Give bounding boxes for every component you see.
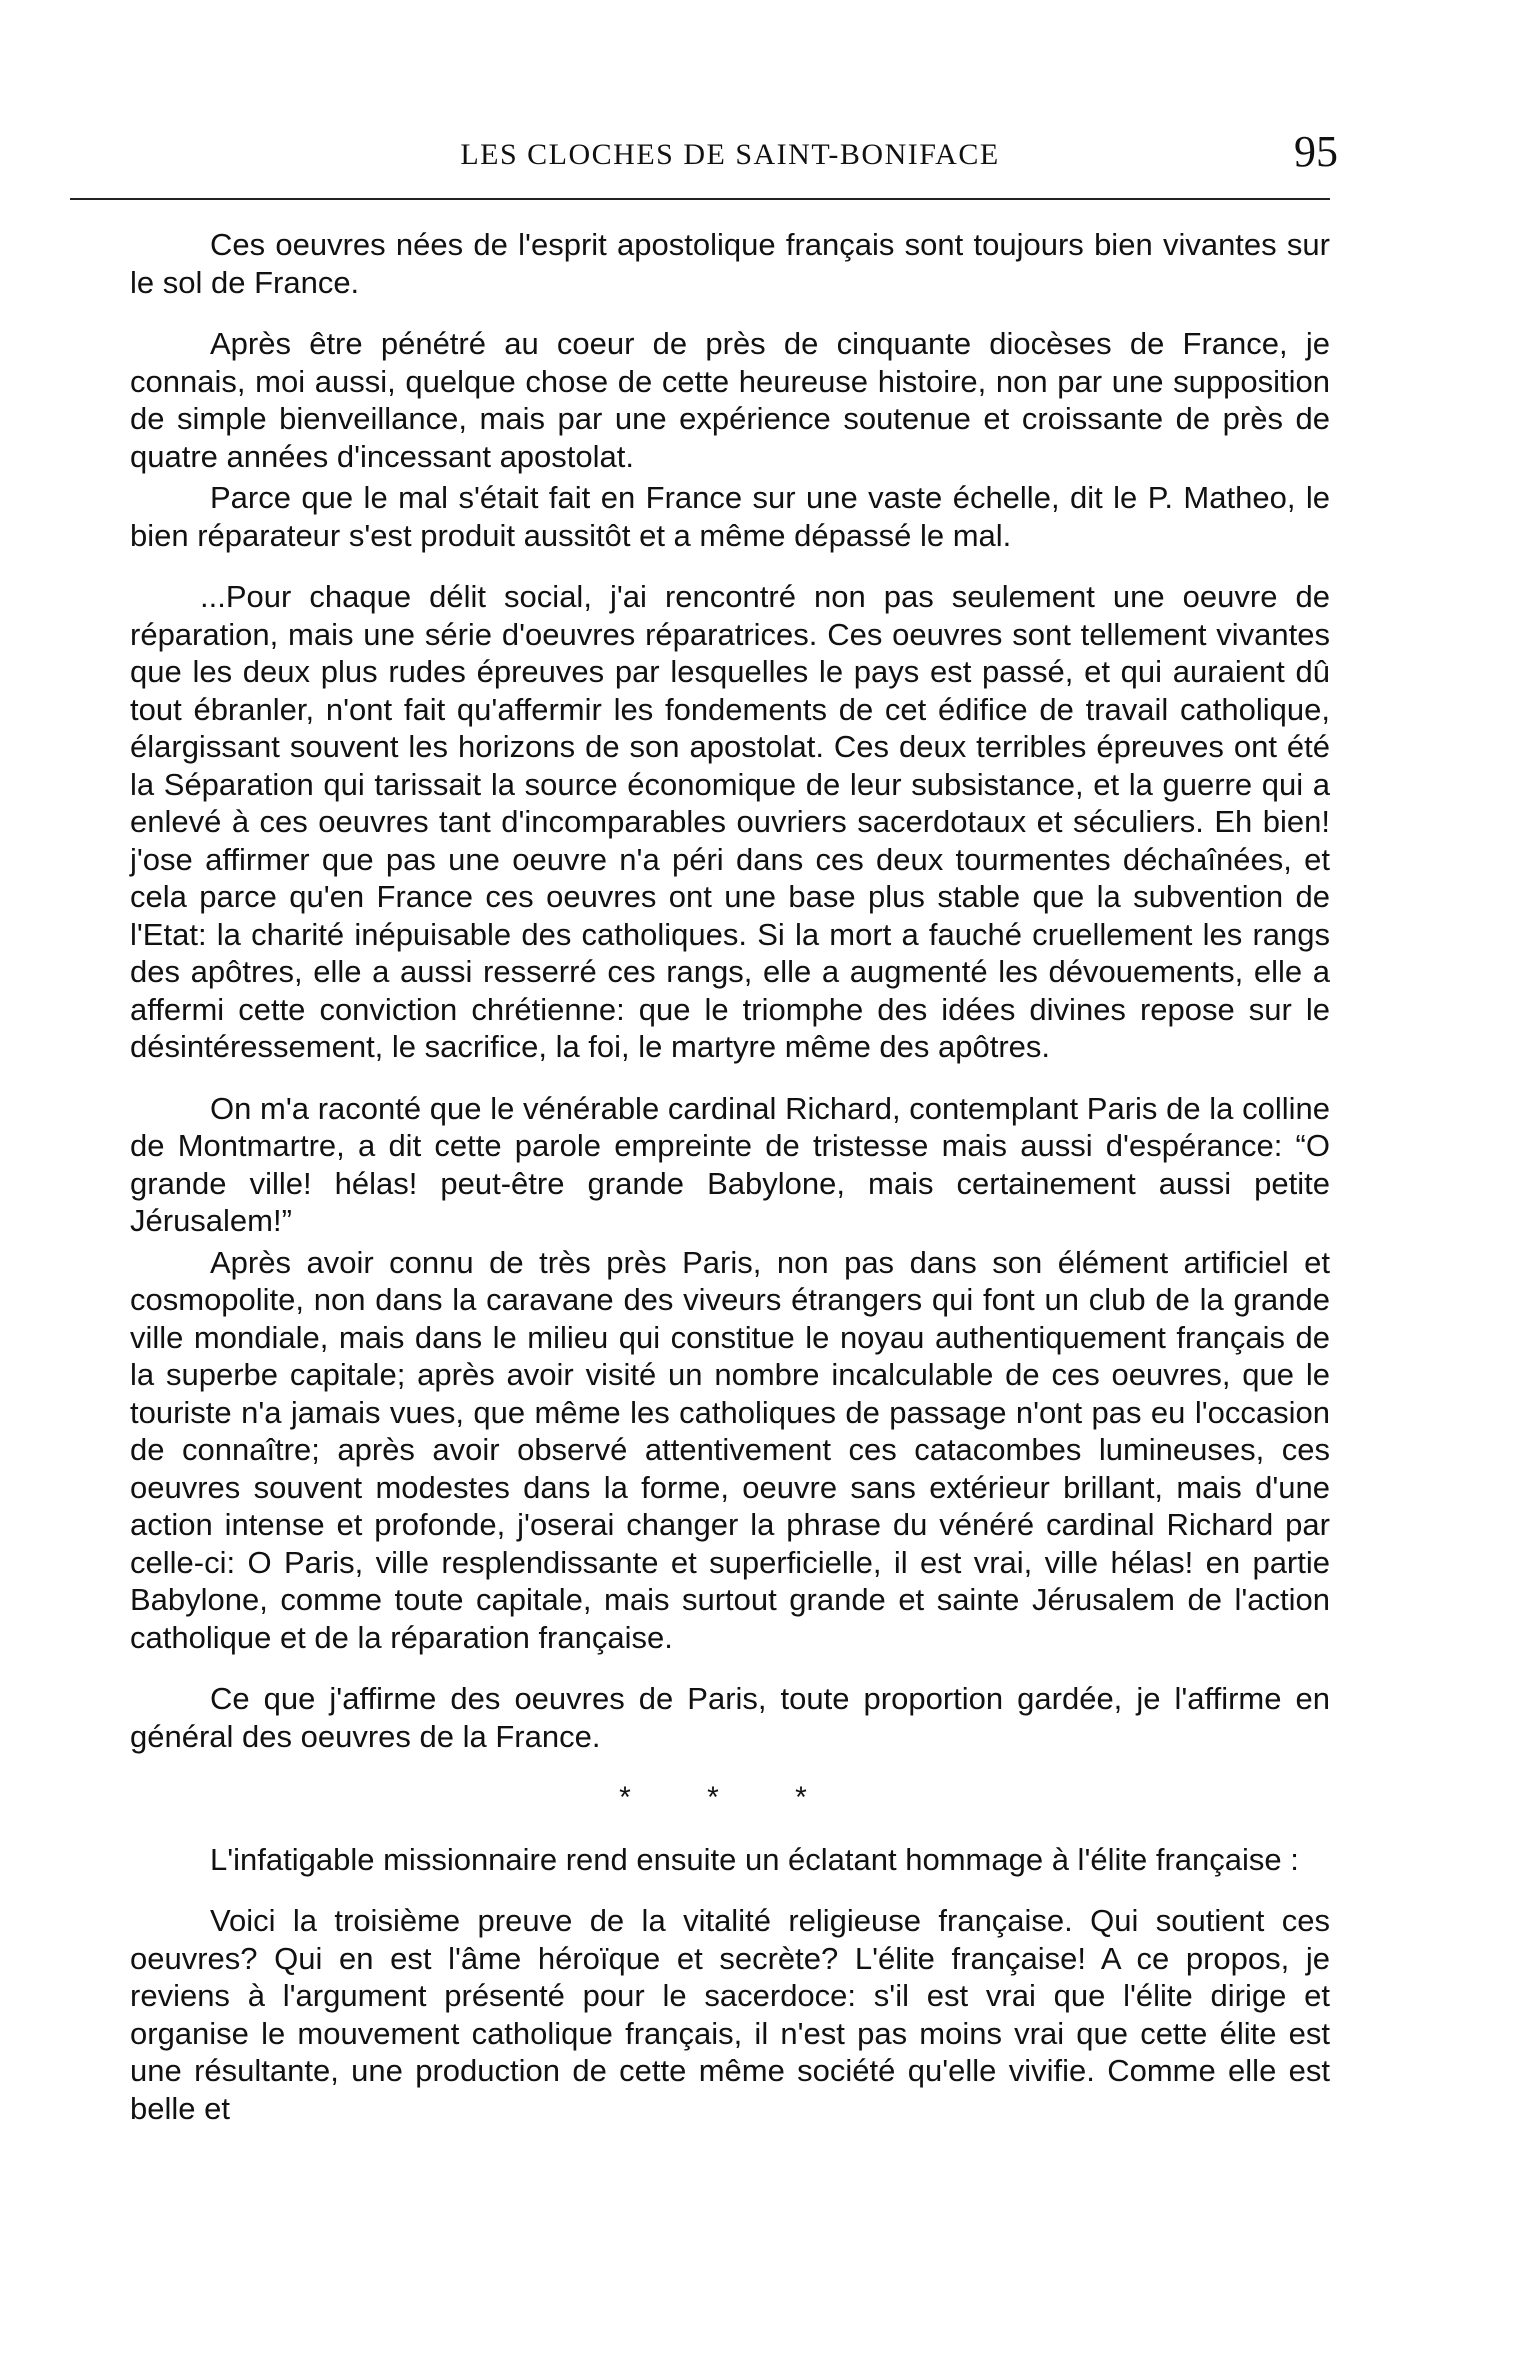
section-separator: * * * — [619, 1781, 841, 1814]
paragraph-3: Parce que le mal s'était fait en France sur une vaste échelle, dit le P. Matheo, le bien réparateur s'est produit aussitôt et a même dépassé le mal. — [130, 480, 1330, 553]
book-page — [70, 120, 1338, 2151]
paragraph-8: L'infatigable missionnaire rend ensuite un éclatant hommage à l'élite française : — [210, 1841, 1299, 1877]
paragraph-6: Après avoir connu de très près Paris, non pas dans son élément artificiel et cosmopolite, non dans la caravane des viveurs étrangers qui font un club de la grande ville mondiale, mais dans le milieu qui constitue le noyau authentiquement français de la superbe capitale; après avoir visité un nombre incalculable de ces oeuvres, que le touriste n'a jamais vues, que même les catholiques de passage n'ont pas eu l'occasion de connaître; après avoir observé attentivement ces catacombes lumineuses, ces oeuvres souvent modestes dans la forme, oeuvre sans extérieur brillant, mais d'une action intense et profonde, j'oserai changer la phrase du vénéré cardinal Richard par celle-ci: O Paris, ville resplendissante et superficielle, il est vrai, ville hélas! en partie Babylone, comme toute capitale, mais surtout grande et sainte Jérusalem de l'action catholique et de la réparation française. — [130, 1244, 1330, 1655]
page-number: 95 — [1294, 127, 1338, 176]
paragraph-5: On m'a raconté que le vénérable cardinal Richard, contemplant Paris de la colline de Montmartre, a dit cette parole empreinte de tristesse mais aussi d'espérance: “O grande ville! hélas! peut-être grande Babylone, mais certainement aussi petite Jérusalem!” — [130, 1090, 1330, 1238]
paragraph-4: ...Pour chaque délit social, j'ai rencontré non pas seulement une oeuvre de réparation, mais une série d'oeuvres réparatrices. Ces oeuvres sont tellement vivantes que les deux plus rudes épreuves par lesquelles le pays est passé, et qui auraient dû tout ébranler, n'ont fait qu'affermir les fondements de cet édifice de travail catholique, élargissant souvent les horizons de son apostolat. Ces deux terribles épreuves ont été la Séparation qui tarissait la source économique de leur subsistance, et la guerre qui a enlevé à ces oeuvres tant d'incomparables ouvriers sacerdotaux et séculiers. Eh bien! j'ose affirmer que pas une oeuvre n'a péri dans ces deux tourmentes déchaînées, et cela parce qu'en France ces oeuvres ont une base plus stable que la subvention de l'Etat: la charité inépuisable des catholiques. Si la mort a fauché cruellement les rangs des apôtres, elle a aussi resserré ces rangs, elle a augmenté les dévouements, elle a affermi cette conviction chrétienne: que le triomphe des idées divines repose sur le désintéressement, le sacrifice, la foi, le martyre même des apôtres. — [130, 579, 1330, 1064]
paragraph-1: Ces oeuvres nées de l'esprit apostolique français sont toujours bien vivantes sur le sol de France. — [130, 227, 1330, 300]
running-head — [70, 120, 1338, 180]
header-rule — [70, 198, 1330, 200]
paragraph-9: Voici la troisième preuve de la vitalité religieuse française. Qui soutient ces oeuvres? Qui en est l'âme héroïque et secrète? L'élite française! A ce propos, je reviens à l'argument présenté pour le sacerdoce: s'il est vrai que l'élite dirige et organise le mouvement catholique français, il n'est pas moins vrai que cette élite est une résultante, une production de cette même société qu'elle vivifie. Comme elle est belle et — [130, 1903, 1330, 2126]
paragraph-7: Ce que j'affirme des oeuvres de Paris, toute proportion gardée, je l'affirme en général des oeuvres de la France. — [130, 1681, 1330, 1754]
running-title: LES CLOCHES DE SAINT-BONIFACE — [460, 138, 1000, 171]
paragraph-2: Après être pénétré au coeur de près de cinquante diocèses de France, je connais, moi aussi, quelque chose de cette heureuse histoire, non par une supposition de simple bienveillance, mais par une expérience soutenue et croissante de près de quatre années d'incessant apostolat. — [130, 326, 1330, 474]
body-text — [70, 226, 1330, 2127]
